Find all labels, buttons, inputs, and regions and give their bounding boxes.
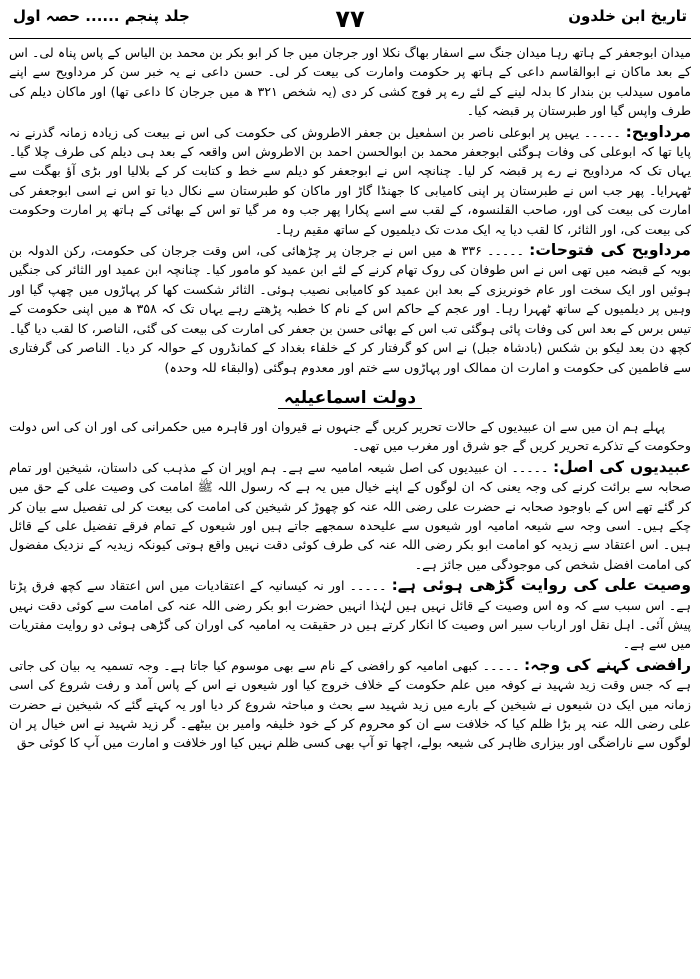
page-header	[9, 4, 691, 39]
paragraph-conquests: مرداویح کی فتوحات: ۔۔۔۔۔ ۳۳۶ ھ میں اس نے جرجان پر چڑھائی کی، اس وقت جرجان کی حکومت، رکن الدولہ بن بویہ کے قبضہ میں تھی اس نے اس طوفان کی روک تھام کرنے کے لئے ابن عمید کو مامور کیا۔ چنانچہ ابن عمید اور الثائر کی جنگیں ہوئیں اور ایک سخت اور عام خونریزی کے بعد ابن عمید کو کامیابی نصیب ہوئی۔ الثائر شکست کھا کر پہاڑوں میں چھپ گیا اور وہیں پر دیلمیوں کے ساتھ ٹھہرا رہا۔ اور عجم کے حاکم اس کے نام کا خطبہ پڑھتے رہے یہاں تک کہ ۳۵۸ ھ میں اپنی حکومت کے تیس برس کے بعد اس کی وفات پائی ہوگئی تب اس کے بھائی حسن بن جعفر کی امارت کی بیعت کی گئی، الناصر، کا لقب دیا گیا۔ کچھ دن بعد لیکو بن شکس (بادشاہ جبل) نے اس کو گرفتار کر کے خلفاء بغداد کے کمانڈروں کے حوالہ کر دیا۔ الناصر کی گرفتاری سے فاطمین کی حکومت و امارت ان ممالک اور پہاڑوں سے ختم اور معدوم ہوگئی (والبقاء للہ وحدہ)	[9, 241, 691, 375]
section-heading-ismailiyya: دولت اسماعیلیہ	[9, 383, 691, 413]
paragraph-ubaydi-intro: پہلے ہم ان میں سے ان عبیدیوں کے حالات تحریر کریں گے جنہوں نے قیروان اور قاہرہ میں حکمرانی کی اور ان کی اس دولت وحکومت کے تذکرے تحریر کریں گے جو شرق اور مغرب میں تھی۔	[9, 418, 691, 454]
paragraph-ubaydi-origin: عبیدیوں کی اصل: ۔۔۔۔۔ ان عبیدیوں کی اصل شیعہ امامیہ سے ہے۔ ہم اوپر ان کے مذہب کی داستان، شیخین اور تمام صحابہ سے برائت کرنے کی وجہ یعنی کہ ان لوگوں کے اپنے خیال میں یہ ہے کہ رسول اللہ ﷺ امامت کی وصیت علی کے حق میں کر گئے تھے اس کے باوجود صحابہ نے حضرت علی رضی اللہ عنہ کو چھوڑ کر شیخین کی امامت کی بیعت کر لی تفصیل سے بیان کر چکے ہیں۔ اسی وجہ سے شیعہ امامیہ اور شیعوں سے علیحدہ سمجھے جاتے ہیں اور شیعوں کے تمام فرقے تفضیل علی کے قائل ہیں۔ اس اعتقاد سے زیدیہ کو امامت ابو بکر رضی اللہ عنہ کی طرف کوئی دقت نہیں واقع ہوتی کیونکہ زیدیہ کے نزدیک مفضول کی امامت افضل شخص کی موجودگی میں جائز ہے۔	[9, 457, 691, 572]
page-number: ۷۷	[335, 5, 365, 33]
paragraph-intro: میدان ابوجعفر کے ہاتھ رہا میدان جنگ سے اسفار بھاگ نکلا اور جرجان میں جا کر ابو بکر بن محمد بن الیاس کے پاس پناہ لی۔ اس کے بعد ماکان نے ابوالقاسم داعی کے ہاتھ پر حکومت وامارت کی بیعت کر لی۔ حسن داعی نے یہ خبر سن کر مرداویح سے اپنے ماموں سیدلب بن بندار کا بدلہ لینے کے لئے رے پر فوج کشی کر دی (یہ شخص ۳۲۱ ھ میں جرجان کا داعی تھا) اور ماکان دیلم کی طرف واپس گیا اور طبرستان پر قبضہ کیا۔	[9, 45, 691, 119]
section-label-origin: عبیدیوں کی اصل:	[553, 457, 691, 476]
paragraph-rafidi: رافضی کہنے کی وجہ: ۔۔۔۔۔ کبھی امامیہ کو رافضی کے نام سے بھی موسوم کیا جاتا ہے۔ وجہ تسمیہ یہ بیان کی جاتی ہے کہ جس وقت زید شہید نے کوفہ میں علم حکومت کے خلاف خروج کیا اور شیعوں نے اس کے پاس آمد و رفت شروع کی اسی زمانہ میں ایک دن شیعوں نے شیخین کے بارے میں زید شہید سے بحث و مباحثہ شروع کر دیا اور یہ کہتے گئے کہ شیخین نے حضرت علی رضی اللہ عنہ پر بڑا ظلم کیا کہ خلافت سے ان کو محروم کر کے خود خلیفہ وامیر بن بیٹھے۔ گر زید شہید نے اس خیال پر ان لوگوں سے ناراضگی اور بیزاری ظاہر کی شیعہ بولے، اچھا تو آپ بھی کسی ظلم نہیں کیا اور خلافت و امارت میں آپ کا کوئی حق	[9, 655, 691, 751]
paragraph-mardaweej: مرداویح: ۔۔۔۔۔ یہیں پر ابوعلی ناصر بن اسمٰعیل بن جعفر الاطروش کی حکومت کی اس نے بیعت کی زیادہ زمانہ گذرنے نہ پایا تھا کہ ابوعلی کی وفات ہوگئی ابوجعفر محمد بن ابوالحسن احمد بن الاطروش اس واقعہ کے بعد ہی دیلم کی طرف چلا گیا۔ یہاں تک کہ مرداویح نے رے پر قبضہ کر لیا۔ چنانچہ اس نے ابوجعفر کو دیلم سے خط و کتابت کر کے بلالیا اور بڑی آؤ بھگت سے ٹھہرایا۔ پھر جب اس نے طبرستان پر اپنی کامیابی کا جھنڈا گاڑ اور ماکان کو طبرستان سے نکال دیا تو اس نے اسی ابوجعفر کی امارت کی بیعت کی اور، صاحب القلنسوہ، کے لقب سے اسے پکارا پھر جب وہ مر گیا تو اس کے بھائی کے ہاتھ پر امارت وحکومت کی بیعت کی، اور الثائر، کا لقب دیا یہ ایک مدت تک دیلمیوں کے ساتھ مقیم رہا۔	[9, 122, 691, 237]
section-label-wasiyyat: وصیت علی کی روایت گڑھی ہوئی ہے:	[391, 576, 691, 595]
section-label-rafidi: رافضی کہنے کی وجہ:	[524, 655, 691, 674]
section-label-mardaweej: مرداویح:	[625, 122, 691, 141]
volume-label: جلد پنجم ...... حصہ اول	[13, 7, 190, 25]
paragraph-wasiyyat: وصیت علی کی روایت گڑھی ہوئی ہے: ۔۔۔۔۔ اور نہ کیسانیہ کے اعتقادیات میں اس اعتقاد سے کچھ فرق پڑتا ہے۔ اس سبب سے کہ وہ اس وصیت کے قائل نہیں ہیں لہٰذا انہیں حضرت ابو بکر رضی اللہ عنہ کی امامت سے کوئی دقت نہیں پیش آئی۔ اہل نقل اور ارباب سیر اس وصیت کا انکار کرتے ہیں در حقیقت یہ امامیہ کی اوران کی گڑھی ہوئی دو روایت مفتریات میں سے ہے۔	[9, 576, 691, 652]
book-title: تاریخ ابن خلدون	[568, 7, 687, 25]
section-label-conquests: مرداویح کی فتوحات:	[529, 241, 691, 260]
